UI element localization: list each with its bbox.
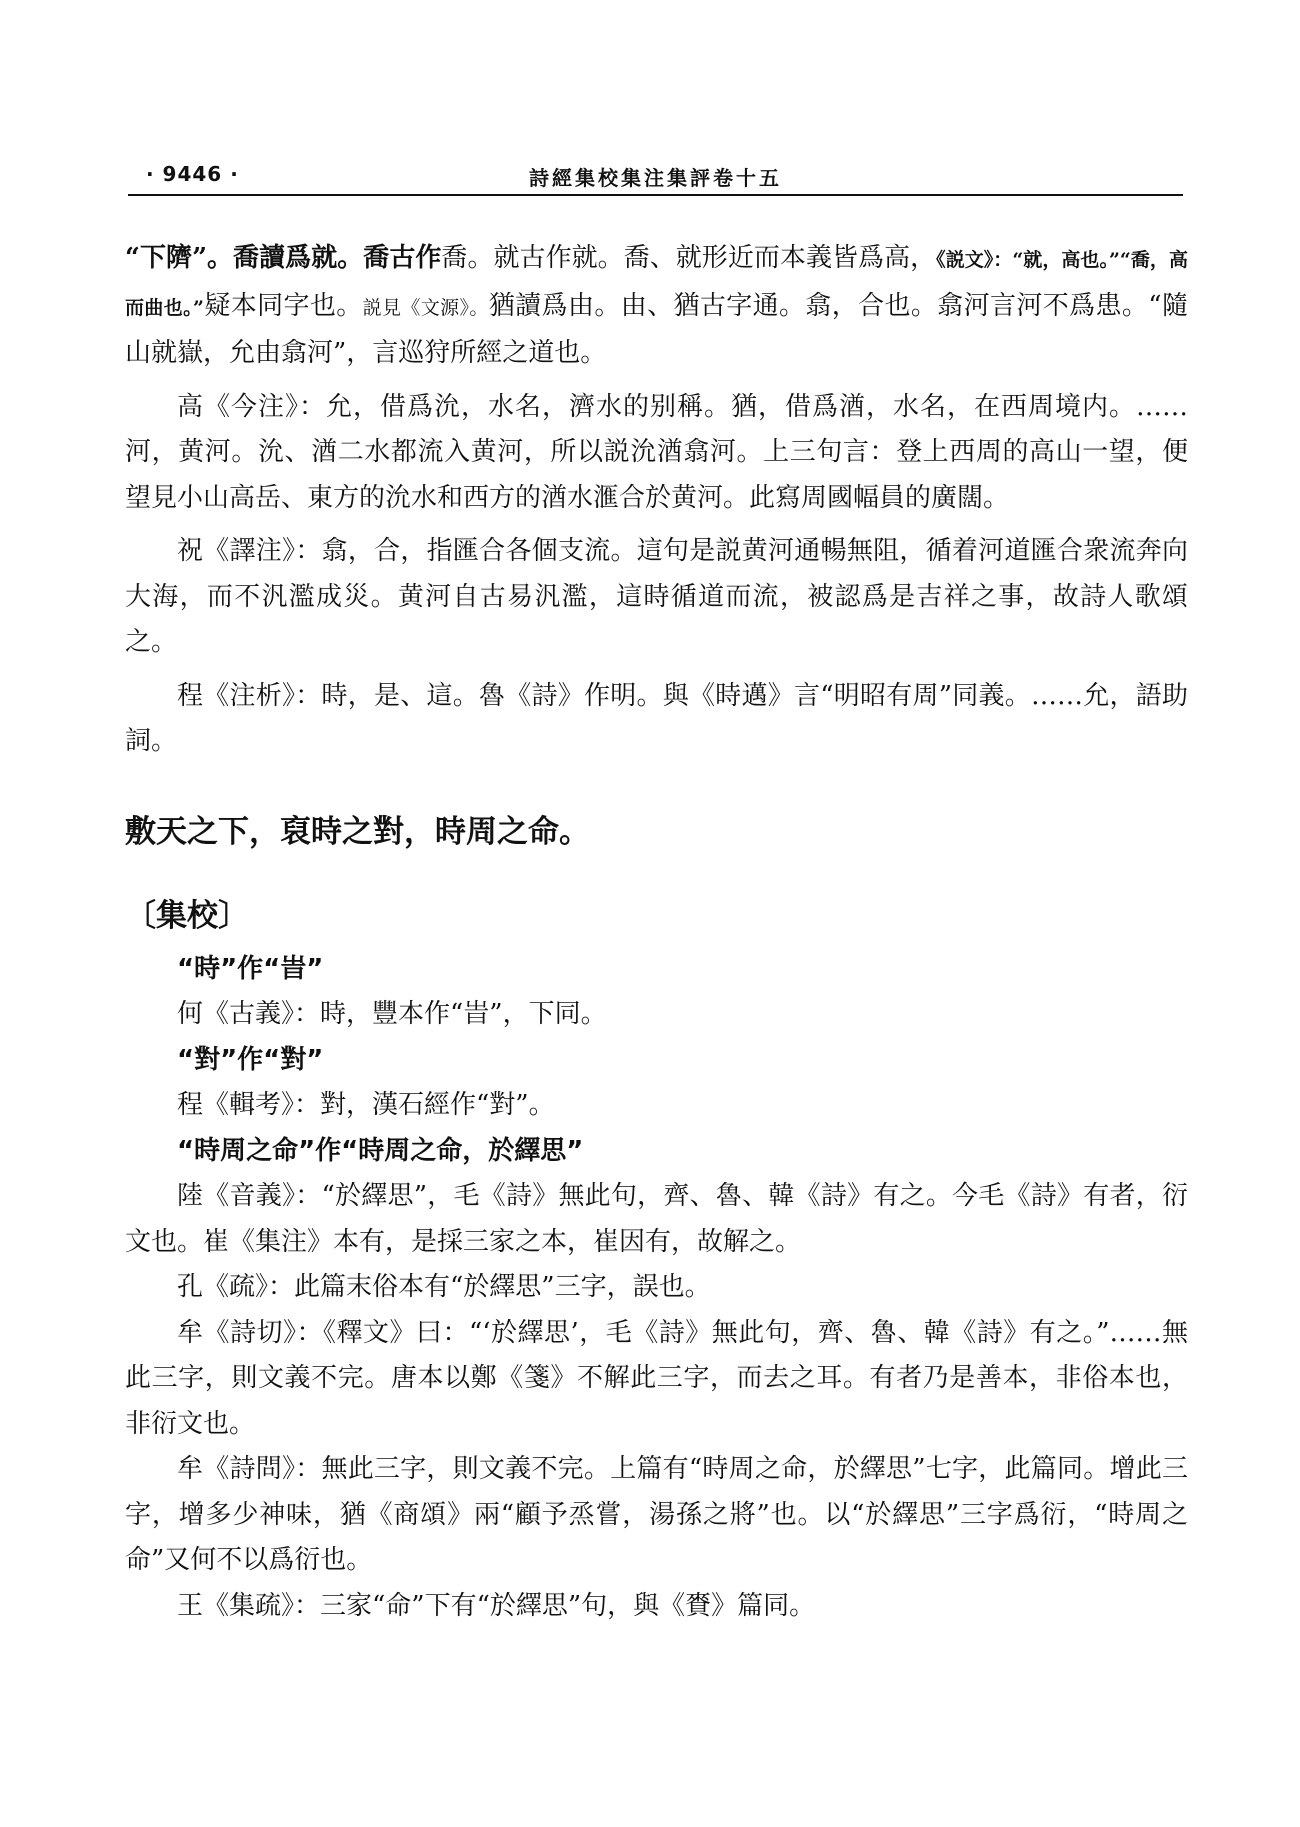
continuation-text-e: 猶讀爲由。由、猶古字通。翕，合也。翕河言河不爲患。“隨山就嶽，允由翕河”，言巡狩所經之道也。 — [125, 290, 1188, 368]
note-cheng-zhuxi: 程《注析》：時，是、這。魯《詩》作明。與《時邁》言“明昭有周”同義。……允，語助詞。 — [125, 680, 1188, 756]
variant-note-cheng-jikao: 程《輯考》：對，漢石經作“對”。 — [177, 1090, 555, 1120]
running-head — [128, 162, 1183, 196]
variant-heading-1: “時”作“旹” — [177, 953, 324, 984]
verse-line: 敷天之下，裒時之對，時周之命。 — [125, 813, 590, 850]
continuation-text-d: 疑本同字也。 — [203, 290, 363, 321]
variant-note-mou-shiwen: 牟《詩問》：無此三字，則文義不完。上篇有“時周之命，於繹思”七字，此篇同。增此三字，增多少神味，猶《商頌》兩“顧予烝嘗，湯孫之將”也。以“於繹思”三字爲衍，“時周之命”又何不以爲衍也。 — [125, 1454, 1188, 1575]
variant-note-mou-shiqie: 牟《詩切》：《釋文》曰：“‘於繹思’，毛《詩》無此句，齊、魯、韓《詩》有之。”……無此三字，則文義不完。唐本以鄭《箋》不解此三字，而去之耳。有者乃是善本，非俗本也，非衍文也。 — [125, 1317, 1188, 1439]
variant-note-kong-shu: 孔《疏》：此篇末俗本有“於繹思”三字，誤也。 — [177, 1272, 711, 1302]
continuation-text-c: 。喬、就形近而本義皆爲高， — [597, 243, 937, 273]
continuation-text-a: “下隮”。喬讀爲就。喬古作 — [125, 243, 442, 273]
note-gao-jinzhu: 高《今注》：允，借爲沇，水名，濟水的别稱。猶，借爲湭，水名，在西周境内。……河，黄河。沇、湭二水都流入黄河，所以説沇湭翕河。上三句言：登上西周的高山一望，便望見小山高岳、東方的沇水和西方的湭水滙合於黄河。此寫周國幅員的廣闊。 — [125, 391, 1188, 513]
shuowen-citation: 《説文》：“就，高也。”“喬，高而曲也。” — [125, 249, 1188, 319]
ancient-glyph-jiu: 就 — [571, 243, 598, 273]
ancient-glyph-qiao: 喬 — [441, 243, 468, 273]
book-title: 詩經集校集注集評卷十五 — [529, 166, 782, 190]
page-number: · 9446 · — [146, 162, 239, 186]
body-text — [125, 236, 1188, 1629]
wenyuan-citation: 説見《文源》。 — [362, 296, 489, 319]
variant-heading-3: “時周之命”作“時周之命，於繹思” — [177, 1135, 584, 1166]
variant-note-lu-yinyi: 陸《音義》：“於繹思”，毛《詩》無此句，齊、魯、韓《詩》有之。今毛《詩》有者，衍文也。崔《集注》本有，是採三家之本，崔因有，故解之。 — [125, 1181, 1188, 1257]
note-zhu-yizhu: 祝《譯注》：翕，合，指匯合各個支流。這句是説黄河通暢無阻，循着河道匯合衆流奔向大海，而不汎濫成災。黄河自古易汎濫，這時循道而流，被認爲是吉祥之事，故詩人歌頌之。 — [125, 536, 1188, 657]
continuation-paragraph — [125, 236, 1188, 377]
continuation-text-b: 。就古作 — [467, 243, 572, 273]
variant-note-he-guyi: 何《古義》：時，豐本作“旹”，下同。 — [177, 999, 607, 1029]
variant-heading-2: “對”作“對” — [177, 1044, 324, 1075]
section-title-jijiao: 〔集校〕 — [125, 897, 249, 934]
variant-note-wang-jishu: 王《集疏》：三家“命”下有“於繹思”句，與《賚》篇同。 — [177, 1590, 816, 1621]
